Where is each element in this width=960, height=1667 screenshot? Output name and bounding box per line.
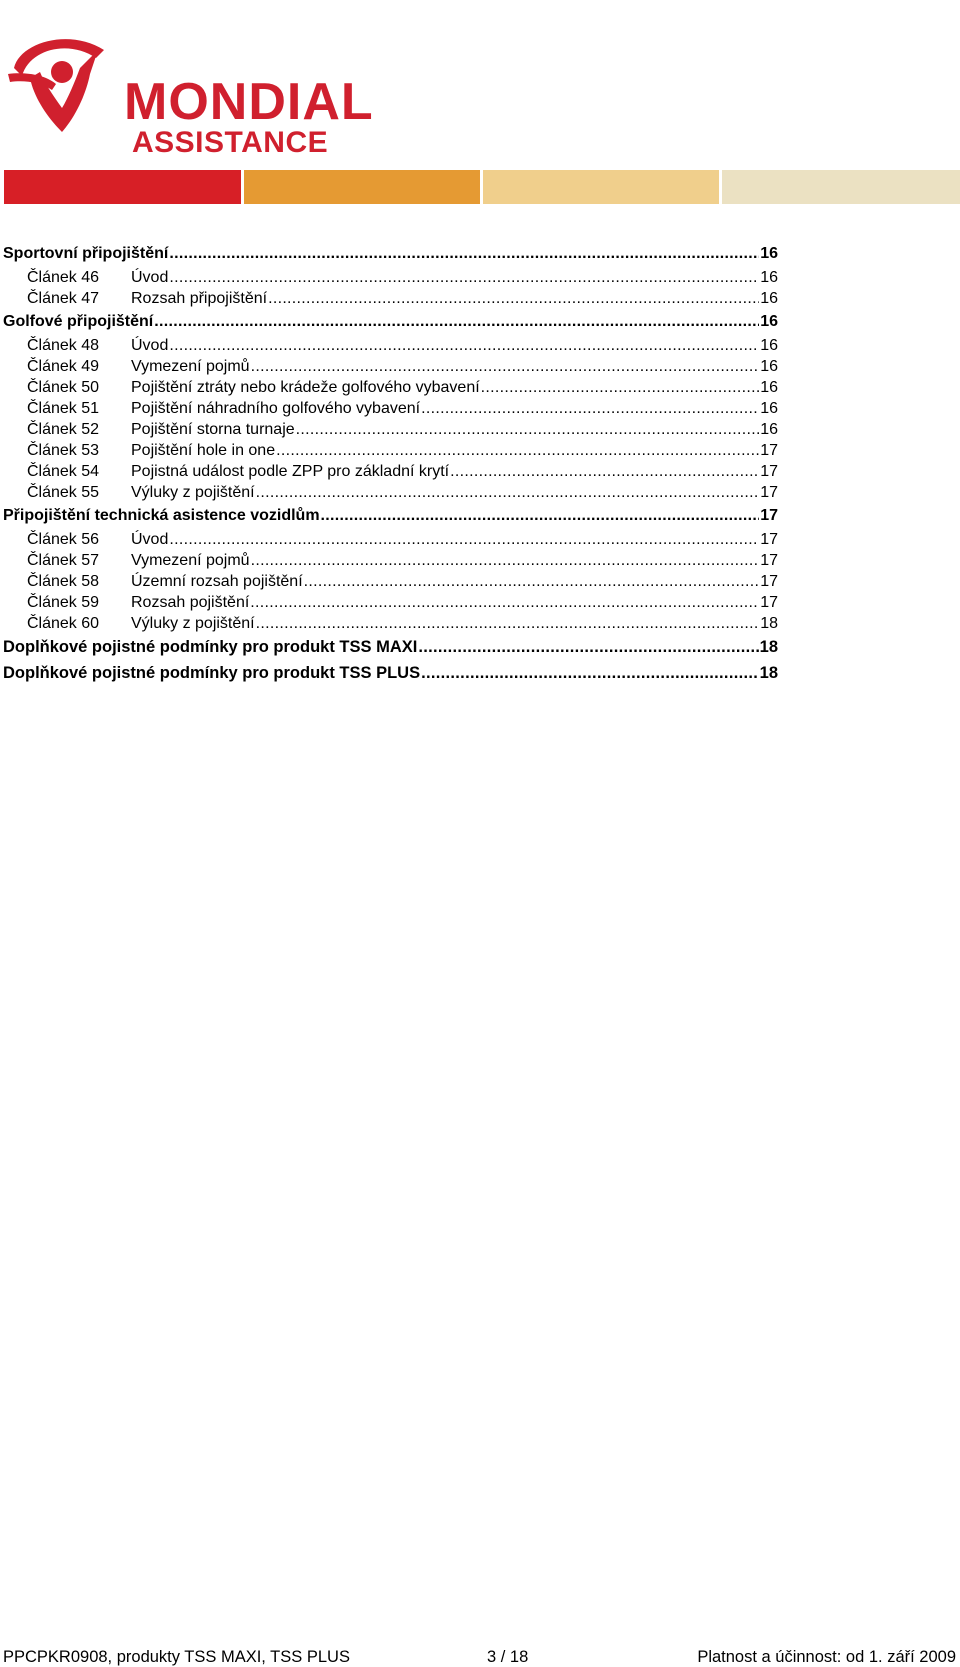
toc-page-number: 17: [760, 442, 778, 459]
toc-entry-title: Úvod: [131, 531, 169, 548]
toc-entry-title: Pojištění ztráty nebo krádeže golfového vybavení: [131, 379, 480, 396]
toc-article-number: Článek 50: [27, 379, 100, 396]
toc-page-number: 16: [760, 421, 778, 438]
toc-dot-leader: [169, 529, 759, 550]
toc-page-number: 18: [759, 638, 778, 656]
toc-entry-article[interactable]: [3, 461, 778, 482]
toc-entry-section[interactable]: [3, 660, 778, 686]
toc-entry-article[interactable]: [3, 335, 778, 356]
header-color-bands: [4, 170, 960, 204]
toc-dot-leader: [251, 356, 760, 377]
toc-entry-article[interactable]: [3, 571, 778, 592]
company-logo: [0, 28, 374, 159]
toc-article-number: Článek 51: [27, 400, 100, 417]
toc-entry-title: Výluky z pojištění: [131, 484, 255, 501]
toc-article-number: Článek 46: [27, 269, 100, 286]
toc-dot-leader: [169, 335, 759, 356]
toc-entry-title: Pojištění náhradního golfového vybavení: [131, 400, 421, 417]
toc-page-number: 16: [760, 245, 778, 262]
toc-dot-leader: [154, 309, 759, 335]
toc-article-number: Článek 47: [27, 290, 100, 307]
toc-entry-title: Sportovní připojištění: [3, 245, 169, 262]
toc-article-number: Článek 60: [27, 615, 100, 632]
toc-entry-title: Doplňkové pojistné podmínky pro produkt TSS PLUS: [3, 664, 421, 682]
toc-page-number: 17: [760, 507, 778, 524]
toc-article-number: Článek 54: [27, 463, 100, 480]
toc-article-number: Článek 58: [27, 573, 100, 590]
toc-entry-article[interactable]: [3, 288, 778, 309]
toc-page-number: 17: [760, 463, 778, 480]
toc-page-number: 17: [760, 552, 778, 569]
toc-dot-leader: [296, 419, 760, 440]
toc-dot-leader: [268, 288, 759, 309]
toc-page-number: 17: [760, 531, 778, 548]
toc-article-number: Článek 57: [27, 552, 100, 569]
toc-entry-article[interactable]: [3, 592, 778, 613]
toc-entry-title: Golfové připojištění: [3, 313, 154, 330]
toc-entry-title: Úvod: [131, 337, 169, 354]
toc-page-number: 16: [760, 379, 778, 396]
toc-dot-leader: [250, 592, 759, 613]
toc-dot-leader: [421, 398, 759, 419]
toc-entry-title: Územní rozsah pojištění: [131, 573, 303, 590]
toc-entry-article[interactable]: [3, 550, 778, 571]
mondial-emblem-icon: [0, 28, 128, 138]
toc-dot-leader: [251, 550, 760, 571]
toc-entry-article[interactable]: [3, 482, 778, 503]
toc-page-number: 16: [760, 269, 778, 286]
toc-entry-section[interactable]: [3, 309, 778, 335]
toc-entry-title: Rozsah pojištění: [131, 594, 250, 611]
toc-dot-leader: [321, 503, 760, 529]
toc-page-number: 16: [760, 358, 778, 375]
band-beige: [722, 170, 960, 204]
toc-entry-title: Rozsah připojištění: [131, 290, 268, 307]
toc-entry-title: Úvod: [131, 269, 169, 286]
toc-page-number: 17: [760, 573, 778, 590]
band-red: [4, 170, 241, 204]
toc-entry-article[interactable]: [3, 529, 778, 550]
toc-article-number: Článek 55: [27, 484, 100, 501]
toc-entry-title: Výluky z pojištění: [131, 615, 255, 632]
toc-entry-article[interactable]: [3, 356, 778, 377]
toc-entry-article[interactable]: [3, 419, 778, 440]
toc-article-number: Článek 48: [27, 337, 100, 354]
toc-page-number: 18: [760, 615, 778, 632]
toc-dot-leader: [256, 482, 760, 503]
toc-entry-title: Pojištění storna turnaje: [131, 421, 295, 438]
toc-entry-article[interactable]: [3, 440, 778, 461]
toc-entry-title: Připojištění technická asistence vozidlům: [3, 507, 320, 524]
toc-dot-leader: [481, 377, 760, 398]
toc-entry-article[interactable]: [3, 398, 778, 419]
toc-article-number: Článek 53: [27, 442, 100, 459]
logo-wordmark-line2: ASSISTANCE: [132, 126, 329, 159]
footer-page-number: 3 / 18: [487, 1648, 529, 1666]
toc-dot-leader: [169, 241, 759, 267]
toc-article-number: Článek 49: [27, 358, 100, 375]
toc-article-number: Článek 52: [27, 421, 100, 438]
toc-page-number: 17: [760, 484, 778, 501]
logo-wordmark-line1: MONDIAL: [124, 73, 374, 131]
toc-article-number: Článek 56: [27, 531, 100, 548]
band-sand: [483, 170, 719, 204]
footer-validity: Platnost a účinnost: od 1. září 2009: [697, 1648, 956, 1666]
toc-entry-title: Vymezení pojmů: [131, 552, 250, 569]
toc-page-number: 16: [760, 400, 778, 417]
page-footer: [0, 1648, 960, 1666]
toc-page-number: 17: [760, 594, 778, 611]
toc-entry-article[interactable]: [3, 267, 778, 288]
toc-article-number: Článek 59: [27, 594, 100, 611]
footer-document-code: PPCPKR0908, produkty TSS MAXI, TSS PLUS: [3, 1648, 350, 1666]
toc-dot-leader: [276, 440, 759, 461]
toc-dot-leader: [450, 461, 759, 482]
table-of-contents: [3, 241, 778, 686]
toc-page-number: 18: [759, 664, 778, 682]
toc-entry-title: Pojištění hole in one: [131, 442, 276, 459]
toc-entry-title: Pojistná událost podle ZPP pro základní krytí: [131, 463, 450, 480]
toc-page-number: 16: [760, 290, 778, 307]
toc-entry-section[interactable]: [3, 241, 778, 267]
band-orange: [244, 170, 480, 204]
toc-dot-leader: [418, 634, 758, 660]
toc-dot-leader: [304, 571, 760, 592]
toc-entry-article[interactable]: [3, 613, 778, 634]
toc-entry-title: Doplňkové pojistné podmínky pro produkt TSS MAXI: [3, 638, 418, 656]
toc-entry-section[interactable]: [3, 503, 778, 529]
toc-dot-leader: [256, 613, 760, 634]
toc-dot-leader: [421, 660, 759, 686]
toc-entry-article[interactable]: [3, 377, 778, 398]
toc-dot-leader: [169, 267, 759, 288]
toc-page-number: 16: [760, 337, 778, 354]
toc-entry-title: Vymezení pojmů: [131, 358, 250, 375]
toc-entry-section[interactable]: [3, 634, 778, 660]
toc-page-number: 16: [760, 313, 778, 330]
